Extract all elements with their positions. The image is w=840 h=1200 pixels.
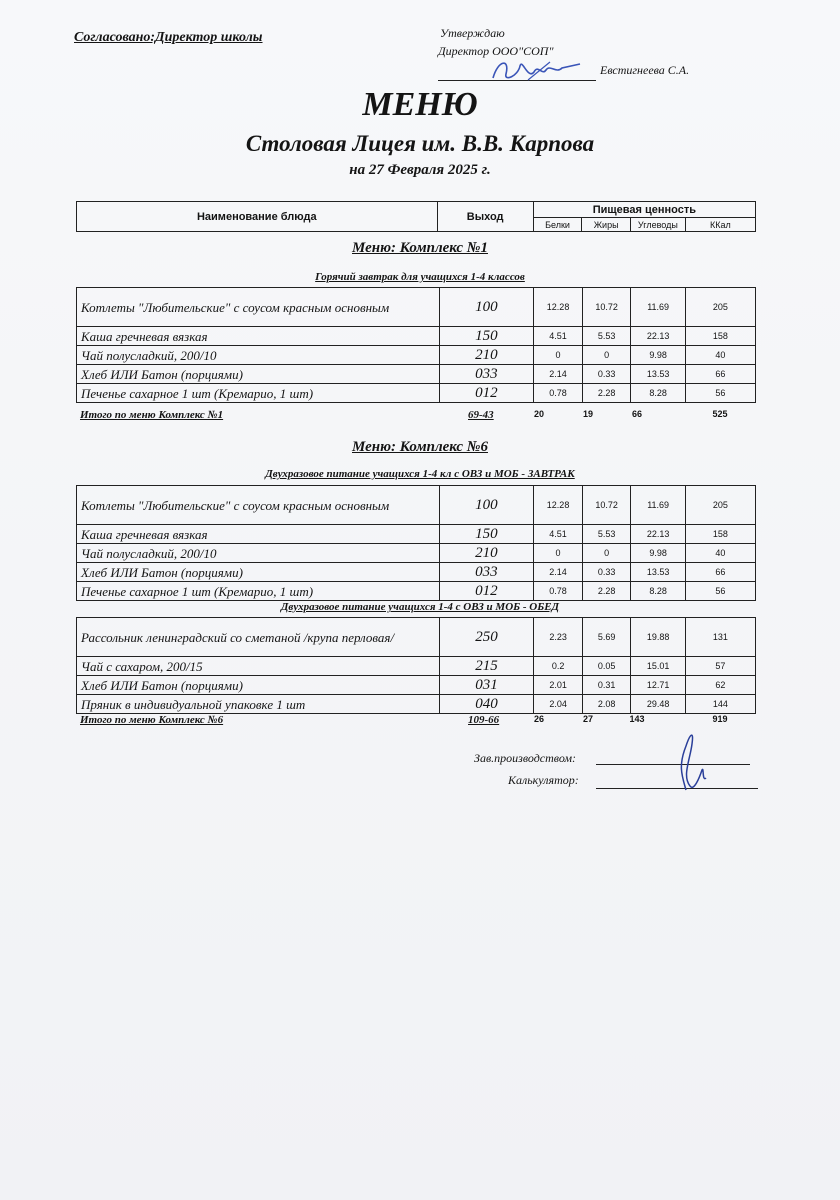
dish-name: Печенье сахарное 1 шт (Кремарио, 1 шт) [77,582,440,601]
table-row [77,346,756,365]
table-row [77,657,756,676]
dish-carbs: 13.53 [631,365,685,384]
dish-output: 033 [439,563,534,582]
calculator-label: Калькулятор: [508,773,579,787]
complex6-lunch-table [76,617,756,714]
dish-fats: 5.53 [582,327,631,346]
dish-name: Пряник в индивидуальной упаковке 1 шт [77,695,440,714]
dish-name: Чай полусладкий, 200/10 [77,544,440,563]
page-title: МЕНЮ [362,86,478,123]
dish-kcal: 57 [685,657,755,676]
table-row [77,288,756,327]
dish-output: 210 [439,346,534,365]
dish-proteins: 0 [534,544,583,563]
dish-proteins: 4.51 [534,327,583,346]
dish-proteins: 2.14 [534,563,583,582]
table-row [77,384,756,403]
dish-carbs: 8.28 [631,582,685,601]
dish-carbs: 15.01 [631,657,685,676]
dish-kcal: 66 [685,563,755,582]
dish-fats: 5.53 [582,525,631,544]
dish-kcal: 158 [685,525,755,544]
director-name: Евстигнеева С.А. [600,63,690,77]
dish-kcal: 158 [685,327,755,346]
dish-output: 100 [439,486,534,525]
dish-kcal: 205 [685,288,755,327]
complex1-total-carbs: 66 [631,409,642,419]
dish-name: Котлеты "Любительские" с соусом красным основным [77,486,440,525]
dish-output: 150 [439,525,534,544]
dish-output: 100 [439,288,534,327]
complex6-total-carbs: 143 [629,714,645,724]
dish-name: Хлеб ИЛИ Батон (порциями) [77,676,440,695]
table-row [77,563,756,582]
dish-output: 210 [439,544,534,563]
dish-fats: 0 [582,544,631,563]
complex6-total-label: Итого по меню Комплекс №6 [80,714,224,726]
dish-carbs: 8.28 [631,384,685,403]
table-row [77,618,756,657]
table-row [77,486,756,525]
dish-fats: 0 [582,346,631,365]
dish-kcal: 56 [685,582,755,601]
complex6-total-fats: 27 [582,714,593,724]
col-header-kcal: ККал [685,218,755,232]
col-header-output: Выход [437,202,533,232]
menu-date: на 27 Февраля 2025 г. [349,162,491,178]
table-row [77,525,756,544]
table-row [77,544,756,563]
table-row [77,582,756,601]
dish-fats: 0.31 [582,676,631,695]
dish-carbs: 22.13 [631,327,685,346]
complex6-total-kcal: 919 [712,714,728,724]
complex6-total-output: 109-66 [468,714,500,726]
dish-output: 040 [439,695,534,714]
dish-fats: 10.72 [582,288,631,327]
dish-kcal: 131 [685,618,755,657]
complex1-total-fats: 19 [582,409,593,419]
col-header-nutrition: Пищевая ценность [533,202,755,218]
dish-proteins: 0 [534,346,583,365]
dish-fats: 2.28 [582,582,631,601]
production-head-signature [660,726,720,796]
dish-fats: 2.08 [582,695,631,714]
dish-name: Рассольник ленинградский со сметаной /крупа перловая/ [77,618,440,657]
dish-fats: 0.33 [582,365,631,384]
table-row [77,695,756,714]
dish-proteins: 2.01 [534,676,583,695]
dish-name: Котлеты "Любительские" с соусом красным основным [77,288,440,327]
director-company-label: Директор ООО"СОП" [438,44,554,58]
dish-name: Хлеб ИЛИ Батон (порциями) [77,563,440,582]
dish-carbs: 11.69 [631,288,685,327]
complex1-total-label: Итого по меню Комплекс №1 [80,409,224,421]
dish-name: Чай с сахаром, 200/15 [77,657,440,676]
canteen-name: Столовая Лицея им. В.В. Карпова [245,131,595,156]
dish-kcal: 62 [685,676,755,695]
dish-name: Каша гречневая вязкая [77,327,440,346]
complex1-section: Горячий завтрак для учащихся 1-4 классов [315,271,525,283]
col-header-proteins: Белки [533,218,582,232]
dish-proteins: 0.78 [534,384,583,403]
dish-output: 215 [439,657,534,676]
complex1-total-kcal: 525 [712,409,728,419]
table-header [76,201,756,232]
col-header-fats: Жиры [582,218,631,232]
dish-proteins: 0.2 [534,657,583,676]
col-header-name: Наименование блюда [77,202,438,232]
dish-proteins: 2.23 [534,618,583,657]
dish-carbs: 19.88 [631,618,685,657]
dish-kcal: 205 [685,486,755,525]
col-header-carbs: Углеводы [630,218,685,232]
dish-kcal: 144 [685,695,755,714]
dish-output: 012 [439,582,534,601]
complex1-total-proteins: 20 [533,409,544,419]
complex6-total-proteins: 26 [533,714,544,724]
complex1-title: Меню: Комплекс №1 [352,240,488,256]
dish-kcal: 40 [685,346,755,365]
dish-carbs: 12.71 [631,676,685,695]
dish-name: Хлеб ИЛИ Батон (порциями) [77,365,440,384]
complex6-breakfast-section: Двухразовое питание учащихся 1-4 кл с ОВЗ и МОБ - ЗАВТРАК [265,468,575,480]
dish-name: Каша гречневая вязкая [77,525,440,544]
dish-proteins: 12.28 [534,288,583,327]
dish-carbs: 22.13 [631,525,685,544]
complex6-lunch-section: Двухразовое питание учащихся 1-4 с ОВЗ и МОБ - ОБЕД [280,601,560,613]
complex6-title: Меню: Комплекс №6 [352,439,488,455]
dish-proteins: 2.04 [534,695,583,714]
production-head-label: Зав.производством: [474,751,577,765]
dish-output: 250 [439,618,534,657]
dish-name: Печенье сахарное 1 шт (Кремарио, 1 шт) [77,384,440,403]
dish-fats: 5.69 [582,618,631,657]
table-row [77,365,756,384]
dish-proteins: 12.28 [534,486,583,525]
dish-kcal: 40 [685,544,755,563]
dish-carbs: 13.53 [631,563,685,582]
table-row [77,676,756,695]
dish-output: 012 [439,384,534,403]
dish-carbs: 9.98 [631,544,685,563]
dish-fats: 0.33 [582,563,631,582]
complex1-total-output: 69-43 [468,409,494,421]
dish-proteins: 4.51 [534,525,583,544]
approve-label: Утверждаю [440,26,505,40]
table-row [77,327,756,346]
dish-output: 031 [439,676,534,695]
dish-fats: 2.28 [582,384,631,403]
director-signature [488,50,588,90]
dish-name: Чай полусладкий, 200/10 [77,346,440,365]
dish-output: 033 [439,365,534,384]
dish-carbs: 11.69 [631,486,685,525]
dish-carbs: 9.98 [631,346,685,365]
approved-by-school-director: Согласовано:Директор школы [74,30,263,45]
dish-output: 150 [439,327,534,346]
dish-proteins: 0.78 [534,582,583,601]
dish-fats: 0.05 [582,657,631,676]
complex6-breakfast-table [76,485,756,601]
dish-kcal: 56 [685,384,755,403]
dish-carbs: 29.48 [631,695,685,714]
dish-proteins: 2.14 [534,365,583,384]
dish-kcal: 66 [685,365,755,384]
complex1-table [76,287,756,403]
dish-fats: 10.72 [582,486,631,525]
